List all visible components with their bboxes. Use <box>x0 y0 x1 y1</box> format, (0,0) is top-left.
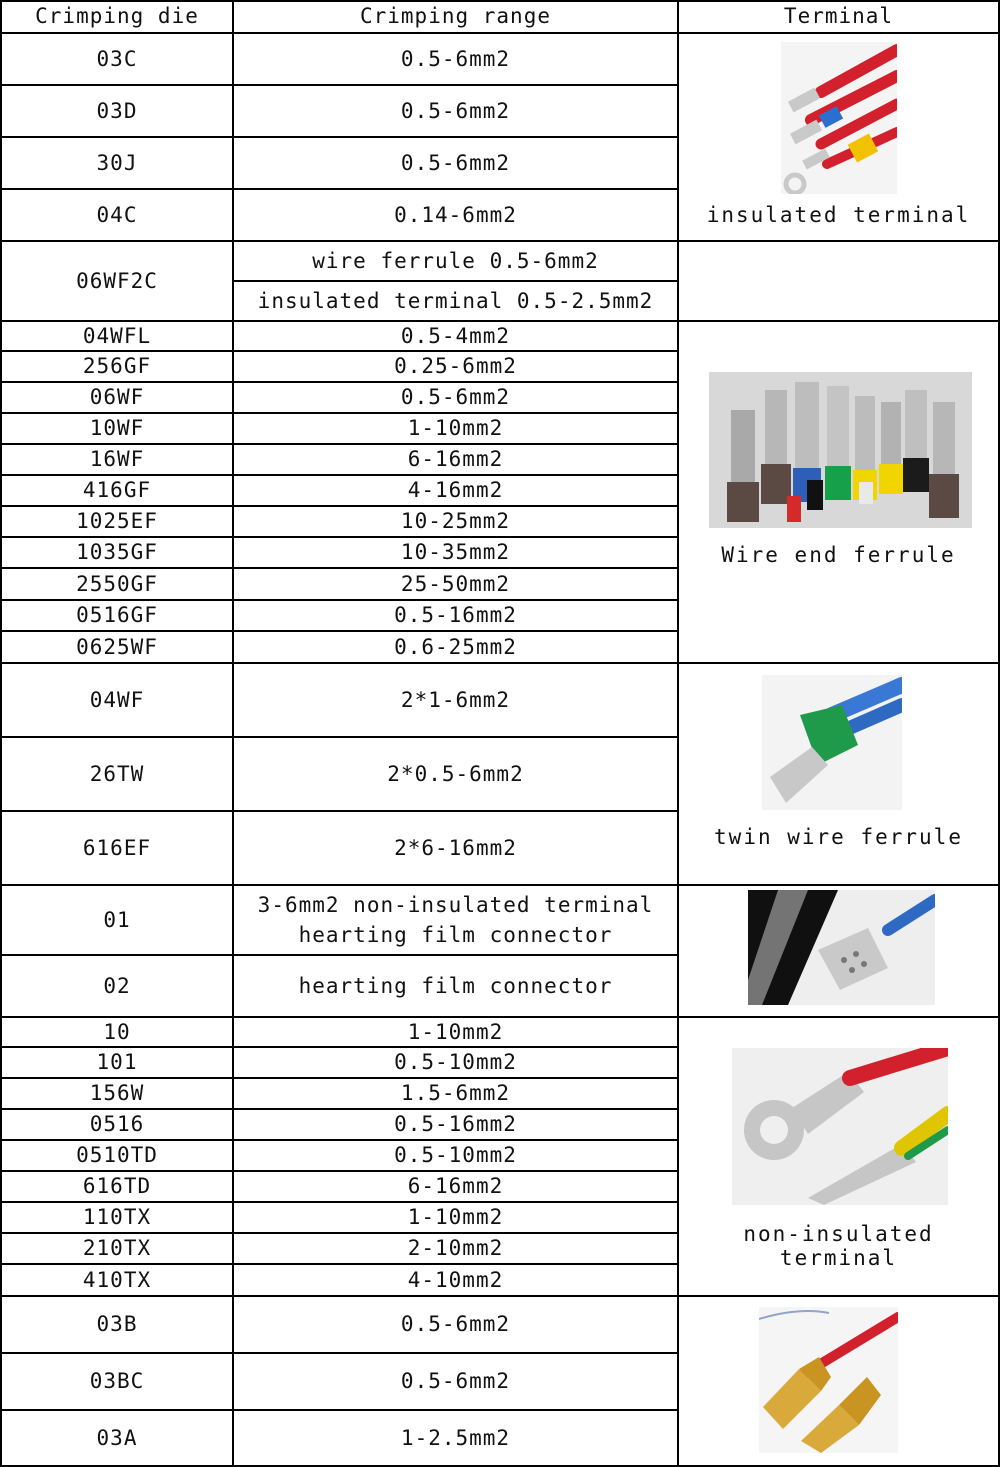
caption-insulated-terminal: insulated terminal <box>706 203 971 227</box>
range-cell: 3-6mm2 non-insulated terminal hearting film connector <box>257 892 654 947</box>
range-cell: 4-16mm2 <box>407 478 504 503</box>
range-cell: 1-10mm2 <box>407 1019 504 1044</box>
die-cell: 0516 <box>89 1112 145 1137</box>
die-cell: 110TX <box>82 1205 152 1230</box>
range-cell: 0.5-6mm2 <box>400 46 511 71</box>
header-crimping-range: Crimping range <box>359 3 551 28</box>
non-insulated-terminal-photo <box>732 1048 948 1205</box>
die-cell: 30J <box>96 150 138 175</box>
insulated-terminal-photo <box>781 42 897 194</box>
die-cell: 03B <box>96 1312 138 1337</box>
die-cell: 416GF <box>82 478 152 503</box>
die-cell: 410TX <box>82 1267 152 1292</box>
range-cell: 0.5-6mm2 <box>400 385 511 410</box>
die-cell: 06WF <box>89 385 145 410</box>
range-cell: 10-25mm2 <box>400 509 511 534</box>
die-cell: 03BC <box>89 1369 145 1394</box>
die-cell: 04C <box>96 202 138 227</box>
range-cell: 0.5-16mm2 <box>394 603 517 628</box>
wire-end-ferrule-photo <box>709 372 972 528</box>
header-terminal: Terminal <box>783 3 894 28</box>
range-cell: 0.5-6mm2 <box>400 1312 511 1337</box>
range-cell: 0.5-6mm2 <box>400 98 511 123</box>
die-cell: 10WF <box>89 416 145 441</box>
die-cell: 0625WF <box>76 634 158 659</box>
die-cell: 1025EF <box>76 509 158 534</box>
range-cell: 2*1-6mm2 <box>400 687 511 712</box>
female-spade-terminal-photo <box>759 1307 898 1453</box>
range-cell: 0.5-6mm2 <box>400 1369 511 1394</box>
range-cell: 2*6-16mm2 <box>394 835 517 860</box>
range-cell: 2*0.5-6mm2 <box>387 761 524 786</box>
range-cell: 6-16mm2 <box>407 1174 504 1199</box>
die-cell: 02 <box>103 973 131 998</box>
range-cell: 2-10mm2 <box>407 1236 504 1261</box>
range-cell: 1.5-6mm2 <box>400 1081 511 1106</box>
range-cell: 0.5-4mm2 <box>400 323 511 348</box>
die-cell: 0516GF <box>76 603 158 628</box>
range-cell: 0.5-10mm2 <box>394 1050 517 1075</box>
die-cell: 16WF <box>89 447 145 472</box>
heating-film-connector-photo <box>748 890 935 1005</box>
die-cell: 03C <box>96 46 138 71</box>
die-cell: 2550GF <box>76 571 158 596</box>
range-cell: 0.14-6mm2 <box>394 202 517 227</box>
die-cell: 616TD <box>82 1174 152 1199</box>
caption-wire-end-ferrule: Wire end ferrule <box>721 543 956 567</box>
die-cell: 04WFL <box>82 323 152 348</box>
die-cell: 10 <box>103 1019 131 1044</box>
die-cell: 616EF <box>82 835 152 860</box>
die-cell: 101 <box>96 1050 138 1075</box>
die-cell: 03A <box>96 1425 138 1450</box>
die-cell: 01 <box>103 907 131 932</box>
die-cell: 04WF <box>89 687 145 712</box>
range-cell: 0.6-25mm2 <box>394 634 517 659</box>
twin-wire-ferrule-photo <box>762 675 902 810</box>
range-cell: 0.25-6mm2 <box>394 354 517 379</box>
caption-non-insulated-terminal: non-insulated terminal <box>743 1222 934 1270</box>
range-cell: 0.5-16mm2 <box>394 1112 517 1137</box>
die-cell: 210TX <box>82 1236 152 1261</box>
range-cell: insulated terminal 0.5-2.5mm2 <box>257 288 654 313</box>
range-cell: hearting film connector <box>298 973 613 998</box>
range-cell: 1-2.5mm2 <box>400 1425 511 1450</box>
range-cell: 25-50mm2 <box>400 571 511 596</box>
die-cell: 0510TD <box>76 1143 158 1168</box>
range-cell: 10-35mm2 <box>400 540 511 565</box>
die-cell: 03D <box>96 98 138 123</box>
range-cell: 6-16mm2 <box>407 447 504 472</box>
die-cell: 156W <box>89 1081 145 1106</box>
die-cell: 256GF <box>82 354 152 379</box>
die-cell: 06WF2C <box>76 268 158 293</box>
die-cell: 1035GF <box>76 540 158 565</box>
range-cell: 0.5-6mm2 <box>400 150 511 175</box>
die-cell: 26TW <box>89 761 145 786</box>
caption-twin-wire-ferrule: twin wire ferrule <box>714 825 963 849</box>
range-cell: 1-10mm2 <box>407 1205 504 1230</box>
header-crimping-die: Crimping die <box>35 3 199 28</box>
range-cell: 0.5-10mm2 <box>394 1143 517 1168</box>
range-cell: 1-10mm2 <box>407 416 504 441</box>
range-cell: wire ferrule 0.5-6mm2 <box>312 248 599 273</box>
range-cell: 4-10mm2 <box>407 1267 504 1292</box>
